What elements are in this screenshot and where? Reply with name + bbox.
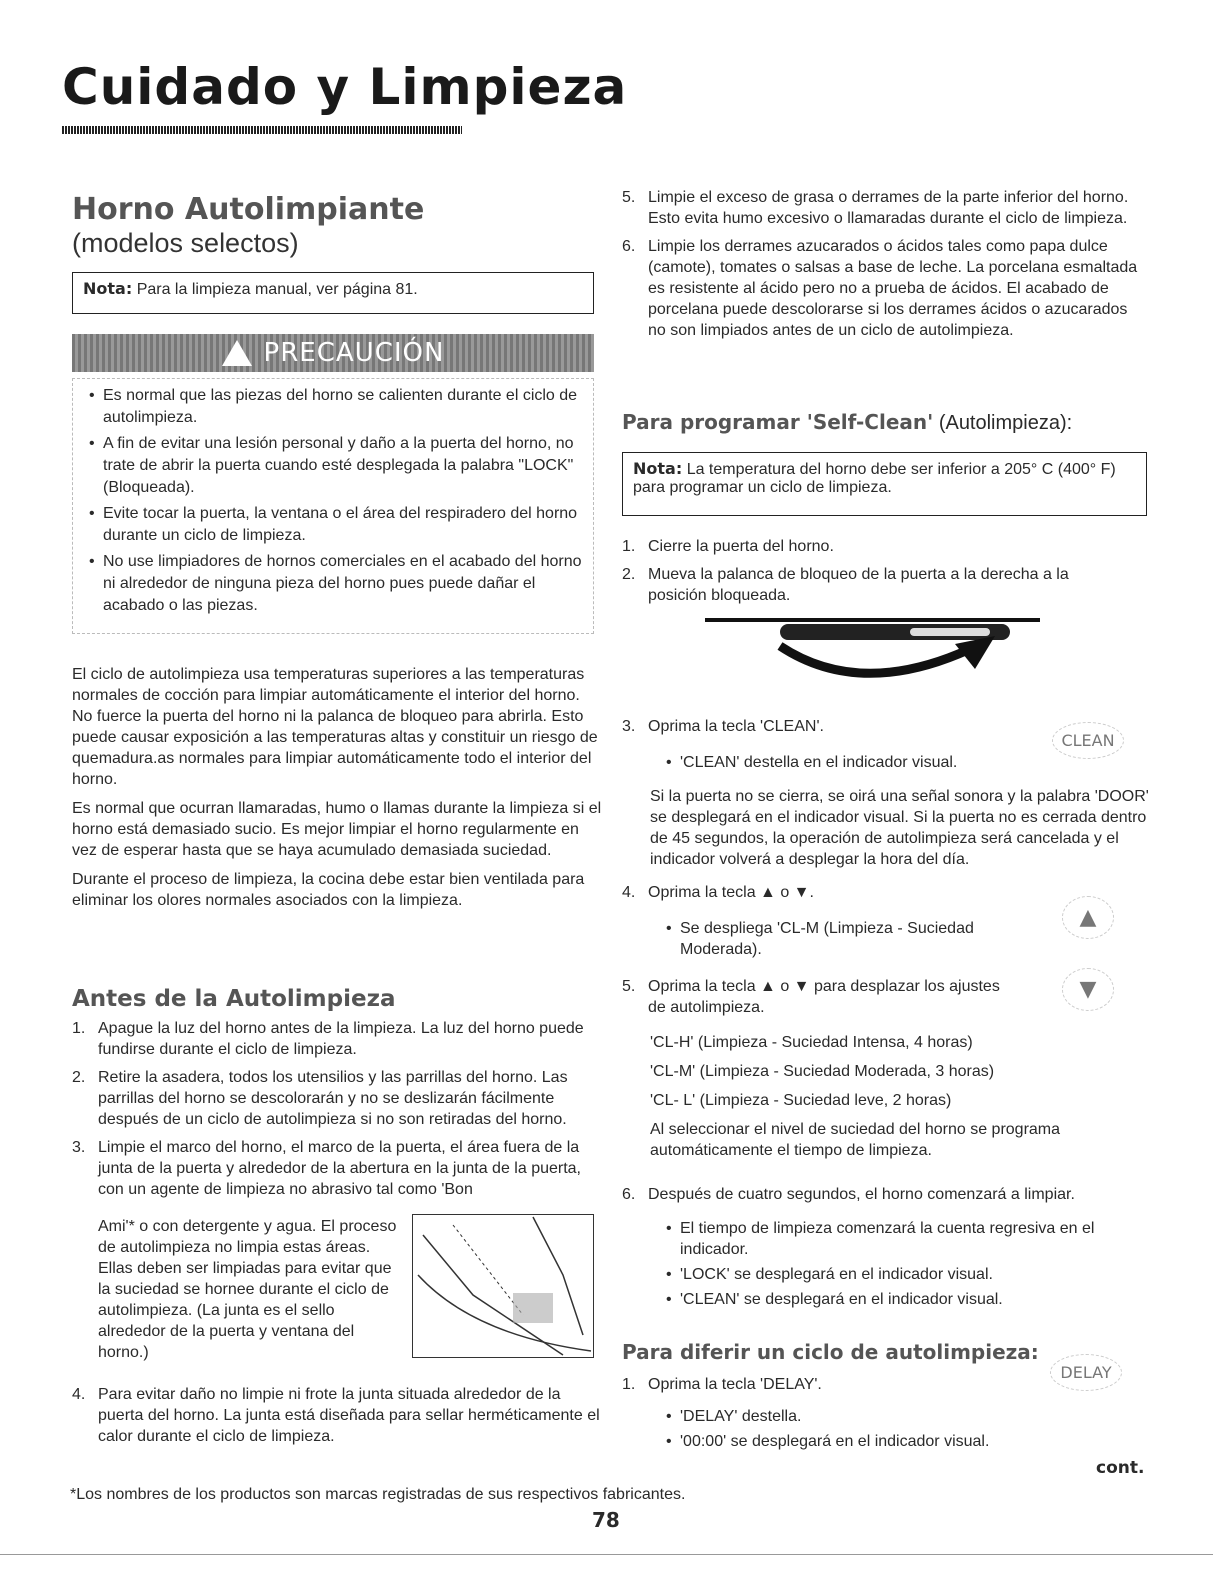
program-heading [622, 410, 1072, 435]
bullet-item: • El tiempo de limpieza comenzará la cuenta regresiva en el indicador. [680, 1218, 1160, 1260]
page-title: Cuidado y Limpieza [62, 58, 628, 116]
before-steps-list [72, 1018, 602, 1207]
step-item [622, 716, 1042, 737]
step-text: Para evitar daño no limpie ni frote la junta situada alrededor de la puerta del horno. La junta está diseñada para sellar herméticamente el calor durante el ciclo de limpieza. [98, 1386, 600, 1445]
caution-item: • Evite tocar la puerta, la ventana o el área del respiradero del horno durante un ciclo de limpieza. [103, 503, 583, 547]
step-text: Cierre la puerta del horno. [648, 538, 834, 555]
delay-steps [622, 1374, 1022, 1402]
step3-bullets [664, 752, 1060, 777]
gasket-drawing [413, 1215, 593, 1357]
page-number: 78 [592, 1508, 620, 1532]
bullet-item: • 'LOCK' se desplegará en el indicador visual. [680, 1264, 1160, 1285]
soil-levels [650, 1032, 1130, 1169]
bullet-item: • 'CLEAN' destella en el indicador visual. [680, 752, 1060, 773]
paragraph: Es normal que ocurran llamaradas, humo o llamas durante la limpieza si el horno está demasiado sucio. Es mejor limpiar el horno regularmente en vez de esperar hasta que se haya acumulado demasiada suciedad. [72, 800, 602, 859]
caution-item: • Es normal que las piezas del horno se calienten durante el ciclo de autolimpieza. [103, 385, 583, 429]
step-number: 6. [622, 1186, 636, 1203]
clean-key-icon: CLEAN [1052, 722, 1124, 759]
step-item [622, 536, 1122, 557]
warning-icon [222, 340, 252, 366]
caution-banner [72, 334, 594, 372]
step-text: Oprima la tecla ▲ o ▼. [648, 884, 814, 901]
door-warning-text: Si la puerta no se cierra, se oirá una señal sonora y la palabra 'DOOR' se desplegará en el indicador visual. Si la puerta no es cerrada dentro de 45 segundos, la operación de autolimpieza será cancelada y el indicador volverá a desplegar la hora del día. [650, 788, 1149, 868]
step-item [622, 1374, 1022, 1395]
caution-item: • No use limpiadores de hornos comerciales en el acabado del horno ni alrededor de ninguna pieza del horno pues puede dañar el acabado o las piezas. [103, 551, 583, 617]
section-subheading: (modelos selectos) [72, 228, 299, 258]
step-number: 6. [622, 238, 636, 255]
step-item [72, 1384, 602, 1447]
continued-label: cont. [1096, 1458, 1145, 1478]
title-rule [62, 126, 462, 134]
step-text: Limpie el exceso de grasa o derrames de la parte inferior del horno. Esto evita humo excesivo o llamaradas durante el ciclo de limpieza. [648, 189, 1129, 227]
step-number: 2. [622, 566, 636, 583]
step-text: Retire la asadera, todos los utensilios y las parrillas del horno. Las parrillas del horno se descolorarán y no se deslizarán fácilmente después de un ciclo de autolimpieza si no son retiradas del horno. [98, 1069, 568, 1128]
step-item [622, 1184, 1147, 1205]
caution-list [72, 378, 594, 634]
program-step-3 [622, 716, 1042, 744]
caution-label: PRECAUCIÓN [263, 338, 445, 368]
before-steps-list-cont [72, 1384, 602, 1454]
program-step-6 [622, 1184, 1147, 1212]
delay-heading: Para diferir un ciclo de autolimpieza: [622, 1340, 1039, 1364]
step-number: 4. [72, 1386, 86, 1403]
step-text: Oprima la tecla ▲ o ▼ para desplazar los ajustes de autolimpieza. [648, 978, 1000, 1016]
bullet-item: • 'DELAY' destella. [680, 1406, 1100, 1427]
note-text: La temperatura del horno debe ser inferior a 205° C (400° F) para programar un ciclo de limpieza. [633, 461, 1116, 496]
section-heading-self-clean: Horno Autolimpiante [72, 192, 425, 227]
step-item [622, 882, 1042, 903]
step-item [72, 1137, 602, 1200]
step6-bullets [664, 1218, 1160, 1314]
program-heading-bold: Para programar 'Self-Clean' [622, 410, 934, 434]
intro-text [72, 664, 602, 919]
steps-top-list [622, 187, 1147, 348]
door-gasket-illustration [412, 1214, 594, 1358]
step-number: 4. [622, 884, 636, 901]
caution-item: • A fin de evitar una lesión personal y daño a la puerta del horno, no trate de abrir la puerta cuando esté desplegada la palabra "LOCK" (Bloqueada). [103, 433, 583, 499]
bullet-item: • '00:00' se desplegará en el indicador visual. [680, 1431, 1100, 1452]
bottom-rule [0, 1554, 1213, 1555]
step-text: Limpie los derrames azucarados o ácidos tales como papa dulce (camote), tomates o salsas a base de leche. La porcelana esmaltada es resistente al ácido pero no a prueba de ácidos. El acabado de porcelana puede descolorarse si los derrames ácidos o azucarados no son limpiados antes de un ciclo de autolimpieza. [648, 238, 1138, 339]
paragraph: Durante el proceso de limpieza, la cocina debe estar bien ventilada para eliminar los olores normales asociados con la limpieza. [72, 871, 585, 909]
step-item [622, 976, 1022, 1018]
step-item [72, 1018, 602, 1060]
program-steps-a [622, 536, 1122, 613]
step-item [72, 1067, 602, 1130]
step-item [622, 187, 1147, 229]
soil-level: 'CL-M' (Limpieza - Suciedad Moderada, 3 horas) [650, 1063, 995, 1080]
step-item [622, 236, 1147, 341]
step-number: 3. [622, 718, 636, 735]
paragraph: El ciclo de autolimpieza usa temperaturas superiores a las temperaturas normales de cocción para limpiar automáticamente el interior del horno. No fuerce la puerta del horno ni la palanca de bloqueo para abrirla. Esto puede causar exposición a las temperaturas altas y constituir un riesgo de quemadura.as normales para limpiar automáticamente todo el interior del horno. [72, 666, 598, 788]
note-text: Para la limpieza manual, ver página 81. [136, 281, 418, 298]
step-number: 1. [622, 538, 636, 555]
step-number: 5. [622, 978, 636, 995]
step-number: 1. [72, 1020, 86, 1037]
footnote: *Los nombres de los productos son marcas registradas de sus respectivos fabricantes. [70, 1486, 686, 1503]
note-box [72, 272, 594, 314]
note-label: Nota: [83, 279, 133, 298]
up-arrow-key-icon: ▲ [1062, 896, 1114, 939]
step-text: Oprima la tecla 'CLEAN'. [648, 718, 824, 735]
before-cleaning-heading: Antes de la Autolimpieza [72, 986, 396, 1012]
step-number: 5. [622, 189, 636, 206]
step-number: 2. [72, 1069, 86, 1086]
step4-bullets [664, 918, 1040, 964]
program-heading-normal: (Autolimpieza): [938, 412, 1073, 434]
step-text: Oprima la tecla 'DELAY'. [648, 1376, 822, 1393]
step-number: 1. [622, 1376, 636, 1393]
delay-key-icon: DELAY [1050, 1354, 1122, 1391]
lock-lever-drawing [700, 614, 1045, 704]
step-number: 3. [72, 1139, 86, 1156]
note-label: Nota: [633, 459, 683, 478]
soil-level: 'CL- L' (Limpieza - Suciedad leve, 2 horas) [650, 1092, 952, 1109]
bullet-item: • Se despliega 'CL-M (Limpieza - Suciedad Moderada). [680, 918, 1040, 960]
step-text: Después de cuatro segundos, el horno comenzará a limpiar. [648, 1186, 1075, 1203]
lock-lever-illustration [700, 614, 1045, 704]
step-text: Limpie el marco del horno, el marco de la puerta, el área fuera de la junta de la puerta y alrededor de la abertura en la junta de la puerta, con un agente de limpieza no abrasivo tal como 'Bon [98, 1139, 581, 1198]
down-arrow-key-icon: ▼ [1062, 968, 1114, 1011]
program-step-5 [622, 976, 1022, 1025]
program-step-4 [622, 882, 1042, 910]
step-text: Apague la luz del horno antes de la limpieza. La luz del horno puede fundirse durante el ciclo de limpieza. [98, 1020, 584, 1058]
delay-bullets [664, 1406, 1100, 1456]
step3-continued: Ami'* o con detergente y agua. El proceso de autolimpieza no limpia estas áreas. Ellas deben ser limpiadas para evitar que la suciedad se hornee durante el ciclo de autolimpieza. (La junta es el sello alrededor de la puerta y ventana del horno.) [98, 1218, 397, 1361]
program-note-box [622, 452, 1147, 516]
soil-level: 'CL-H' (Limpieza - Suciedad Intensa, 4 horas) [650, 1034, 973, 1051]
bullet-item: • 'CLEAN' se desplegará en el indicador visual. [680, 1289, 1160, 1310]
step-item [622, 564, 1122, 606]
soil-level-note: Al seleccionar el nivel de suciedad del horno se programa automáticamente el tiempo de limpieza. [650, 1121, 1061, 1159]
step-text: Mueva la palanca de bloqueo de la puerta a la derecha a la posición bloqueada. [648, 566, 1069, 604]
